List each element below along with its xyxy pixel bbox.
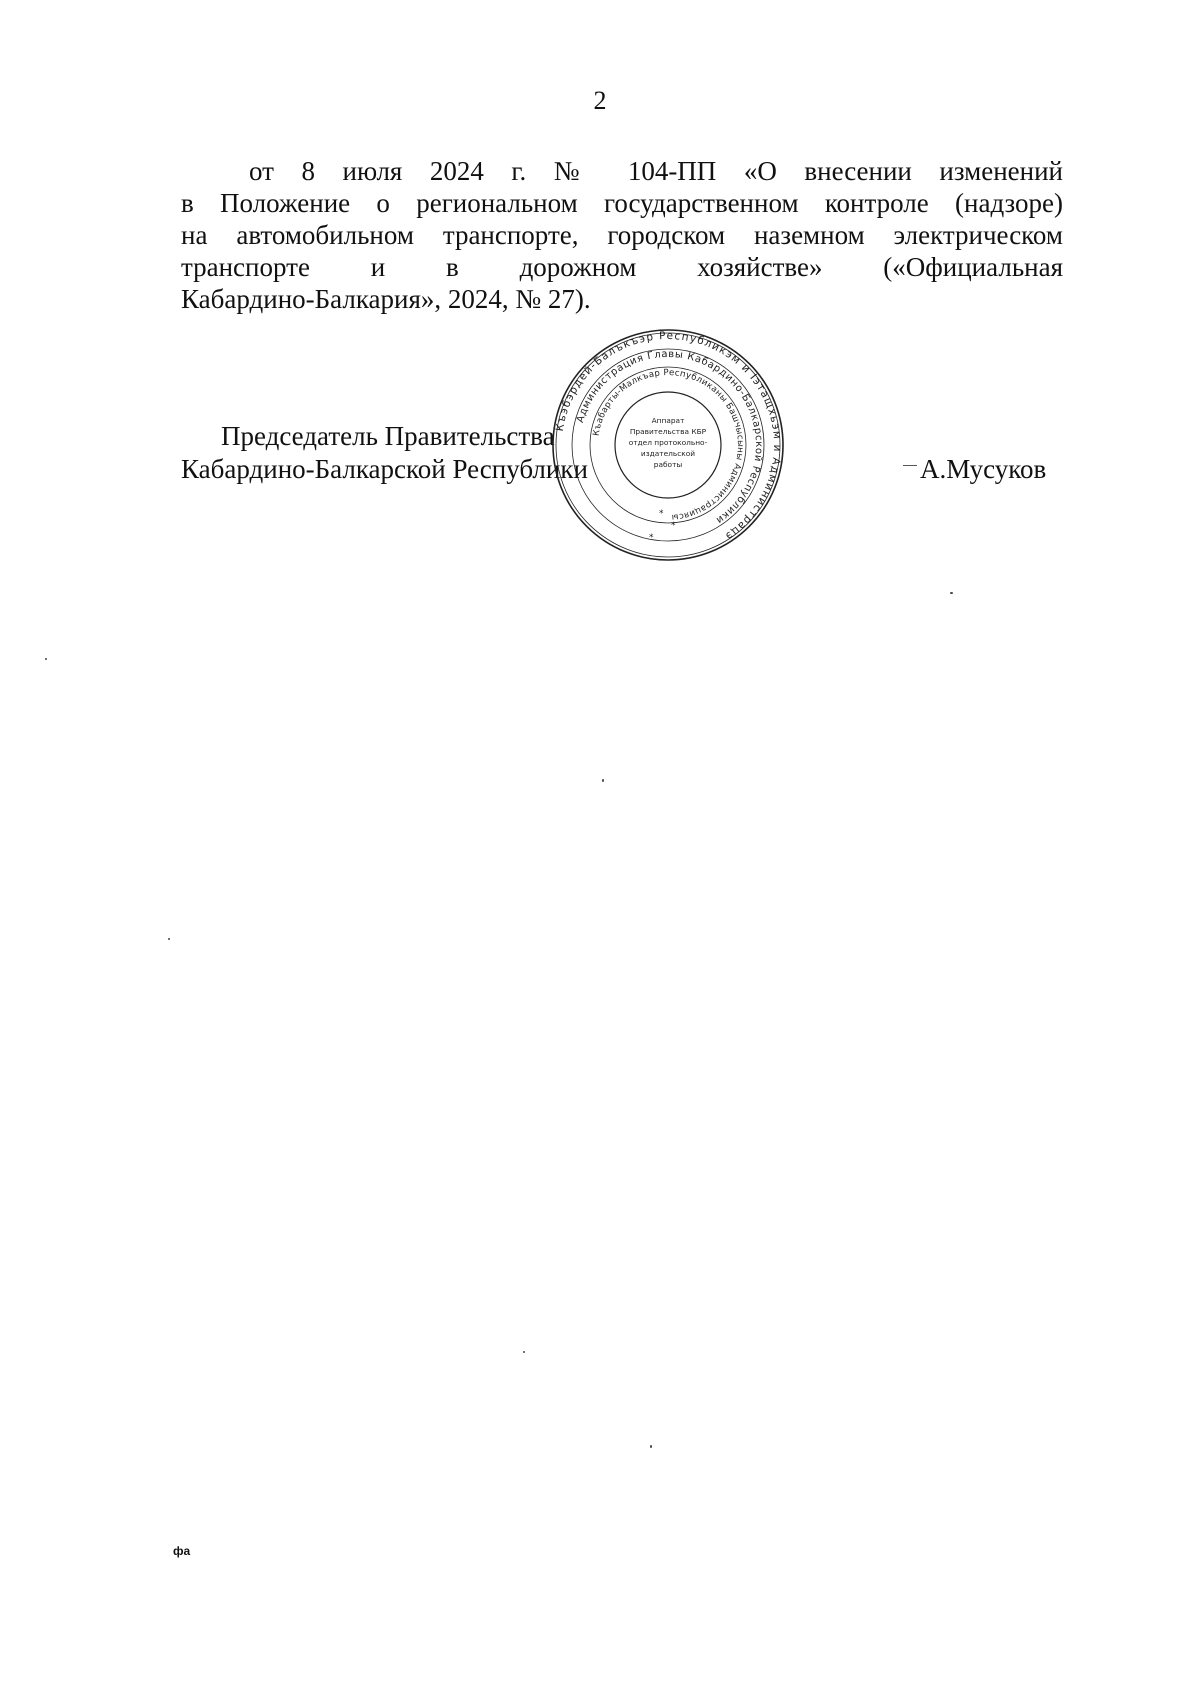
seal-inner-text: Къабарты-Малкъар Республиканы Башчысыны Администрациясы	[591, 367, 746, 522]
official-seal	[551, 328, 785, 562]
seal-star: *	[649, 533, 654, 543]
seal-center-line: Аппарат	[651, 416, 685, 425]
body-line: на автомобильном транспорте, городском наземном электрическом	[181, 220, 1063, 250]
seal-star: *	[659, 509, 664, 519]
seal-middle-text: Администрация Главы Кабардино-Балкарской Республики	[575, 348, 765, 526]
scan-speck	[950, 592, 953, 594]
seal-outer-text: Къэбэрдей-Балъкъэр Республикэм и Іэтащхьэм и Администрацэ	[553, 329, 784, 543]
seal-center-line: работы	[653, 460, 683, 469]
signatory-title-line: Кабардино-Балкарской Республики	[181, 454, 588, 484]
seal-center-line: издательской	[640, 449, 696, 458]
signatory-title	[181, 420, 588, 486]
footer-mark: фа	[173, 1544, 191, 1558]
scan-speck	[168, 938, 170, 940]
scan-speck	[650, 1445, 652, 1448]
signature-dash	[903, 465, 917, 466]
scan-speck	[523, 1351, 525, 1353]
seal-center-line: отдел протокольно-	[628, 438, 708, 447]
page-number: 2	[593, 86, 607, 115]
seal-star: *	[671, 521, 676, 531]
signatory-name: А.Мусуков	[920, 454, 1047, 484]
seal-center-line: Правительства КБР	[629, 427, 707, 436]
body-line: транспорте и в дорожном хозяйстве» («Официальная	[181, 252, 1063, 282]
body-line: в Положение о региональном государственном контроле (надзоре)	[181, 188, 1063, 218]
scan-speck	[45, 658, 47, 660]
signatory-title-line: Председатель Правительства	[221, 421, 555, 451]
body-paragraph	[181, 155, 1063, 315]
body-line: Кабардино-Балкария», 2024, № 27).	[181, 284, 591, 314]
scan-speck	[602, 779, 604, 782]
body-line: от 8 июля 2024 г. № 104-ПП «О внесении изменений	[249, 156, 1063, 186]
